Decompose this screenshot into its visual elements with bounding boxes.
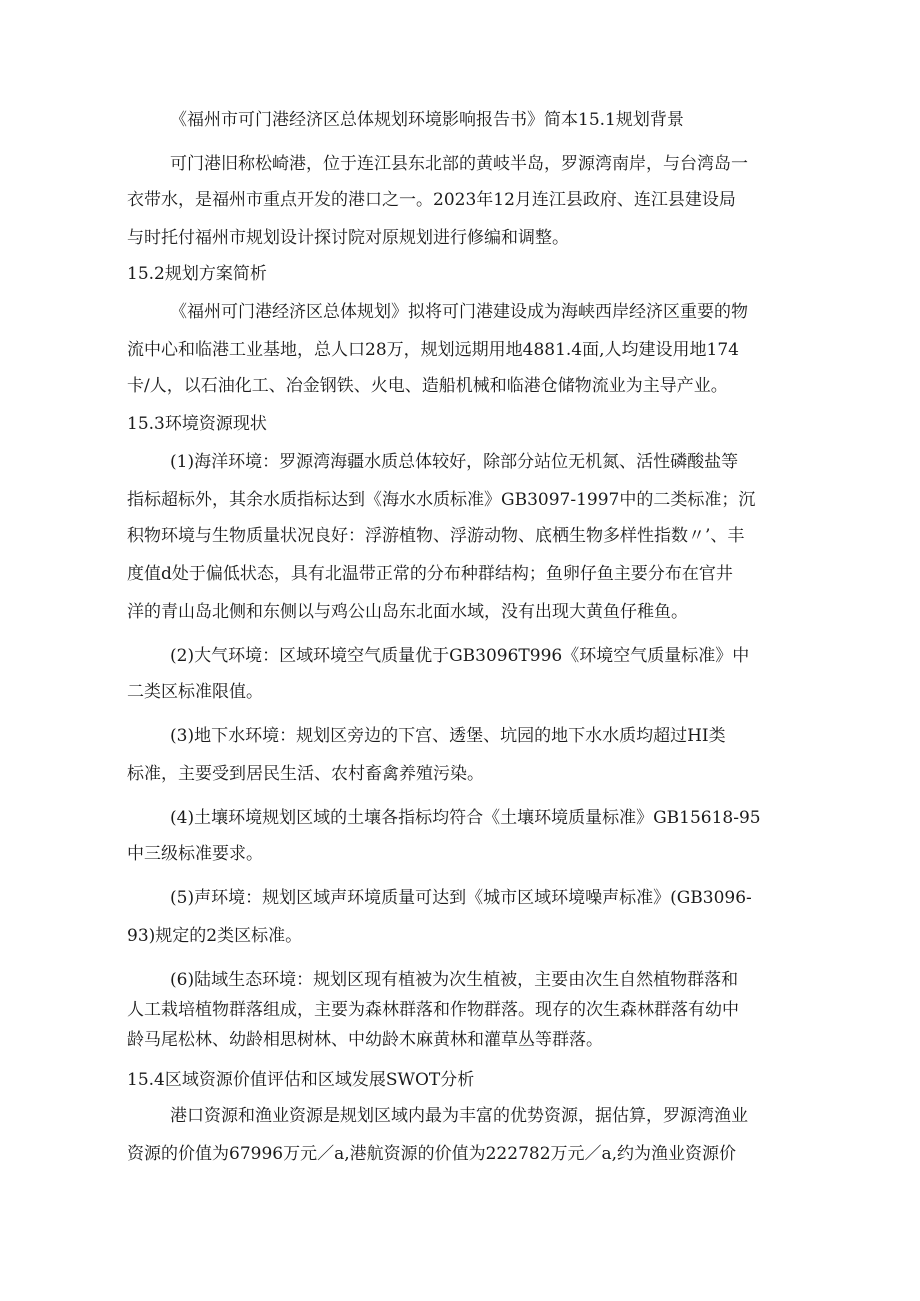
- section-heading: 15.4区域资源价值评估和区域发展SWOT分析: [127, 1070, 475, 1090]
- list-item-line: 93)规定的2类区标准。: [127, 926, 303, 946]
- paragraph-line: 流中心和临港工业基地，总人口28万，规划远期用地4881.4面,人均建设用地174: [127, 340, 739, 360]
- list-item-line: 洋的青山岛北侧和东侧以与鸡公山岛东北面水域，没有出现大黄鱼仔稚鱼。: [127, 602, 688, 622]
- list-item-line: (5)声环境：规划区域声环境质量可达到《城市区域环境噪声标准》(GB3096-: [170, 888, 752, 908]
- list-item-line: (2)大气环境：区域环境空气质量优于GB3096T996《环境空气质量标准》中: [170, 646, 750, 666]
- list-item-line: 人工栽培植物群落组成，主要为森林群落和作物群落。现存的次生森林群落有幼中: [127, 1000, 739, 1020]
- paragraph-line: 卡/人，以石油化工、冶金钢铁、火电、造船机械和临港仓储物流业为主导产业。: [127, 376, 728, 396]
- section-heading: 15.3环境资源现状: [127, 414, 267, 434]
- section-heading: 15.2规划方案简析: [127, 264, 267, 284]
- list-item-line: 标准，主要受到居民生活、农村畜禽养殖污染。: [127, 764, 484, 784]
- list-item-line: 二类区标准限值。: [127, 682, 263, 702]
- list-item-line: 度值d处于偏低状态，具有北温带正常的分布种群结构；鱼卵仔鱼主要分布在官井: [127, 564, 733, 584]
- list-item-line: (4)土壤环境规划区域的土壤各指标均符合《土壤环境质量标准》GB15618-95: [170, 808, 761, 828]
- list-item-line: (1)海洋环境：罗源湾海疆水质总体较好，除部分站位无机氮、活性磷酸盐等: [170, 452, 739, 472]
- document-title: 《福州市可门港经济区总体规划环境影响报告书》简本15.1规划背景: [170, 110, 684, 130]
- paragraph-line: 可门港旧称松崎港，位于连江县东北部的黄岐半岛，罗源湾南岸，与台湾岛一: [170, 154, 748, 174]
- paragraph-line: 与时托付福州市规划设计探讨院对原规划进行修编和调整。: [127, 228, 569, 248]
- list-item-line: (3)地下水环境：规划区旁边的下宫、透堡、坑园的地下水水质均超过HI类: [170, 726, 726, 746]
- paragraph-line: 港口资源和渔业资源是规划区域内最为丰富的优势资源，据估算，罗源湾渔业: [170, 1106, 748, 1126]
- list-item-line: 龄马尾松林、幼龄相思树林、中幼龄木麻黄林和灌草丛等群落。: [127, 1030, 603, 1050]
- paragraph-line: 资源的价值为67996万元／a,港航资源的价值为222782万元／a,约为渔业资源价: [127, 1144, 737, 1164]
- list-item-line: 积物环境与生物质量状况良好：浮游植物、浮游动物、底栖生物多样性指数〃’、丰: [127, 526, 745, 546]
- paragraph-line: 《福州可门港经济区总体规划》拟将可门港建设成为海峡西岸经济区重要的物: [170, 302, 748, 322]
- paragraph-line: 衣带水，是福州市重点开发的港口之一。2023年12月连江县政府、连江县建设局: [127, 190, 736, 210]
- list-item-line: 指标超标外，其余水质指标达到《海水水质标准》GB3097-1997中的二类标准；沉: [127, 490, 756, 510]
- list-item-line: (6)陆域生态环境：规划区现有植被为次生植被，主要由次生自然植物群落和: [170, 970, 739, 990]
- list-item-line: 中三级标准要求。: [127, 844, 263, 864]
